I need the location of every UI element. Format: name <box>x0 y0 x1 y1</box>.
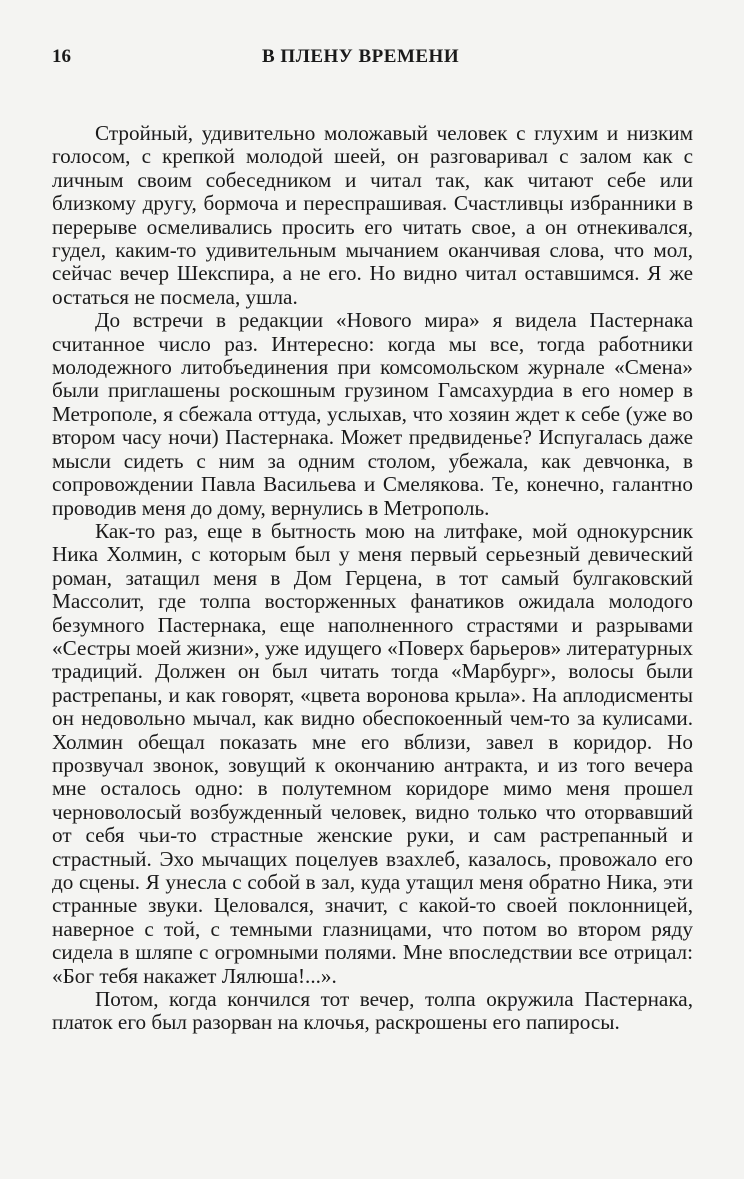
paragraph: До встречи в редакции «Нового мира» я видела Пастернака считанное число раз. Интересно: когда мы все, тогда работники молодежного литобъединения при комсомольском журнале «Смена» были приглашены роскошным грузином Гамсахурдиа в его номер в Метрополе, я сбежала оттуда, услыхав, что хозяин ждет к себе (уже во втором часу ночи) Пастернака. Может предвиденье? Испугалась даже мысли сидеть с ним за одним столом, убежала, как девчонка, в сопровождении Павла Васильева и Смелякова. Те, конечно, галантно проводив меня до дому, вернулись в Метрополь. <box>52 308 693 520</box>
paragraph: Как-то раз, еще в бытность мою на литфаке, мой однокурсник Ника Холмин, с которым был у меня первый серьезный девический роман, затащил меня в Дом Герцена, в тот самый булгаковский Массолит, где толпа восторженных фанатиков ожидала молодого безумного Пастернака, еще наполненного страстями и разрывами «Сестры моей жизни», уже идущего «Поверх барьеров» литературных традиций. Должен он был читать тогда «Марбург», волосы были растрепаны, и как говорят, «цвета воронова крыла». На аплодисменты он недовольно мычал, как видно обеспокоенный чем-то за кулисами. Холмин обещал показать мне его вблизи, завел в коридор. Но прозвучал звонок, зовущий к окончанию антракта, и из того вечера мне осталось одно: в полутемном коридоре мимо меня прошел черноволосый возбужденный человек, видно только что оторвавший от себя чьи-то страстные женские руки, и сам растрепанный и страстный. Эхо мычащих поцелуев взахлеб, казалось, провожало его до сцены. Я унесла с собой в зал, куда утащил меня обратно Ника, эти странные звуки. Целовался, значит, с какой-то своей поклонницей, наверное с той, с темными глазницами, что потом во втором ряду сидела в шляпе с огромными полями. Мне впоследствии все отрицал: «Бог тебя накажет Лялюша!...». <box>52 518 693 988</box>
page-header <box>52 46 692 74</box>
paragraph: Стройный, удивительно моложавый человек с глухим и низким голосом, с крепкой молодой шеей, он разговаривал с залом как с личным своим собеседником и читал так, как читают себе или близкому другу, бормоча и переспрашивая. Счастливцы избранники в перерыве осмеливались просить его читать свое, а он отнекивался, гудел, каким-то удивительным мычанием оканчивая слова, что мол, сейчас вечер Шекспира, а не его. Но видно читал оставшимся. Я же остаться не посмела, ушла. <box>52 121 693 309</box>
body-text <box>52 122 693 1035</box>
paragraph: Потом, когда кончился тот вечер, толпа окружила Пастернака, платок его был разорван на клочья, раскрошены его папиросы. <box>52 987 693 1035</box>
running-title: В ПЛЕНУ ВРЕМЕНИ <box>262 46 460 67</box>
page-number: 16 <box>52 46 71 67</box>
